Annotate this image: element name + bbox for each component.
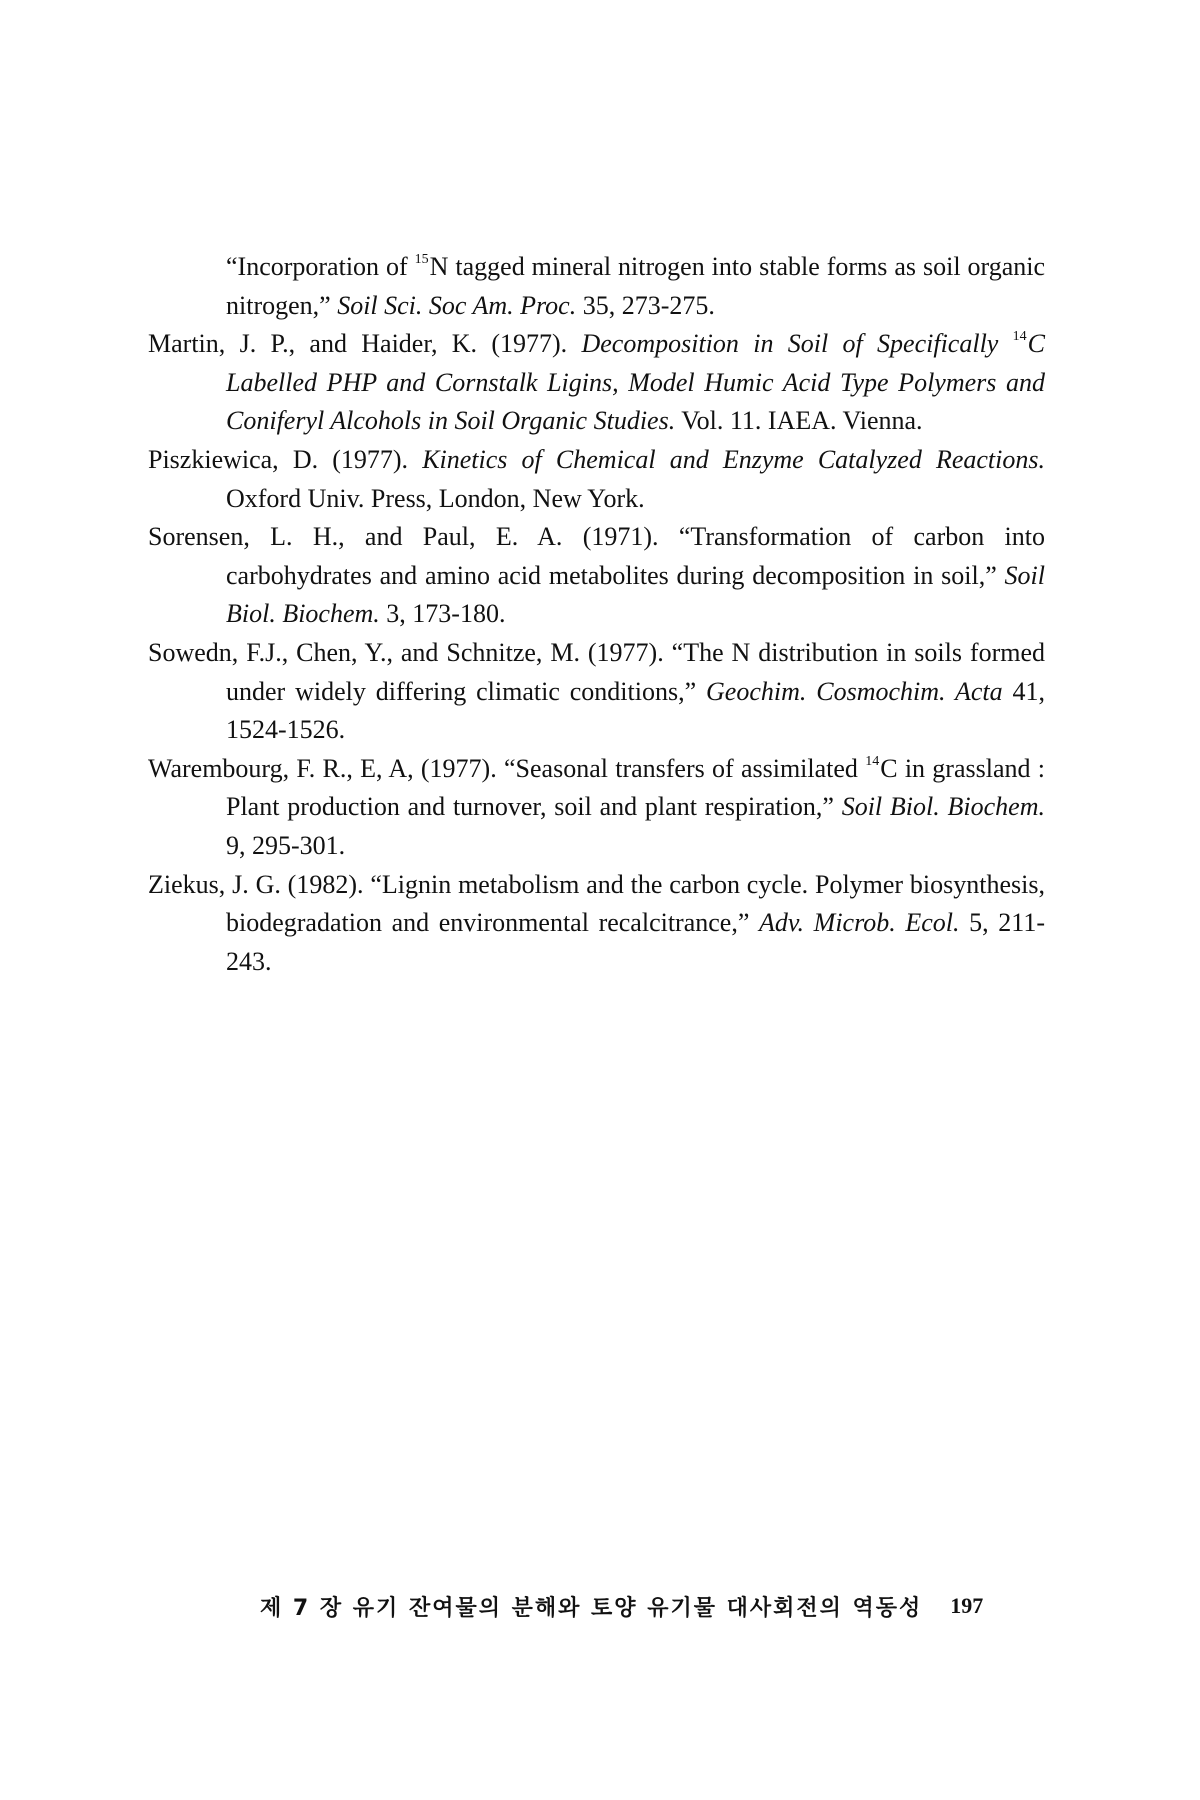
reference-title: “Lignin metabolism and the carbon cycle. Polymer biosynthesis, biodegradation and environmental recalcitrance,” bbox=[226, 869, 1045, 938]
reference-publisher: Oxford Univ. Press, London, New York. bbox=[226, 483, 645, 513]
reference-item bbox=[148, 325, 1045, 441]
reference-volume-pages: 41, 1524-1526. bbox=[226, 676, 1045, 745]
journal-name: Adv. Microb. Ecol. bbox=[759, 908, 960, 938]
reference-authors: Warembourg, F. R., E, A, (1977). bbox=[148, 753, 504, 783]
page-number: 197 bbox=[950, 1593, 984, 1618]
reference-title: Decomposition in Soil of Specifically bbox=[581, 329, 1013, 359]
reference-title: “Seasonal transfers of assimilated bbox=[504, 753, 866, 783]
reference-title: “The N distribution in soils formed under widely differing climatic conditions,” bbox=[226, 637, 1045, 706]
reference-title: C Labelled PHP and Cornstalk Ligins, Model Humic Acid Type Polymers and Coniferyl Alcohols in Soil Organic Studies. bbox=[226, 329, 1045, 436]
reference-list bbox=[148, 248, 1045, 981]
page-footer bbox=[260, 1586, 1020, 1626]
reference-authors: Sorensen, L. H., and Paul, E. A. (1971). bbox=[148, 522, 679, 552]
isotope-superscript: 14 bbox=[865, 753, 880, 769]
reference-authors: Ziekus, J. G. (1982). bbox=[148, 869, 371, 899]
reference-item bbox=[148, 634, 1045, 750]
isotope-superscript: 14 bbox=[1012, 329, 1027, 345]
reference-title: Kinetics of Chemical and Enzyme Catalyzed Reactions. bbox=[422, 444, 1045, 474]
chapter-title: 제 7 장 유기 잔여물의 분해와 토양 유기물 대사회전의 역동성 bbox=[260, 1595, 923, 1621]
reference-item bbox=[148, 518, 1045, 634]
reference-item bbox=[148, 441, 1045, 518]
reference-volume-pages: Vol. 11. IAEA. Vienna. bbox=[675, 406, 923, 436]
reference-text: N tagged mineral nitrogen into stable forms as soil organic nitrogen,” bbox=[226, 252, 1046, 320]
reference-authors: Piszkiewica, D. (1977). bbox=[148, 444, 423, 474]
reference-volume-pages: 9, 295-301. bbox=[226, 830, 346, 860]
reference-item bbox=[148, 248, 1045, 325]
reference-title: “Transformation of carbon into carbohydrates and amino acid metabolites during decomposition in soil,” bbox=[226, 522, 1045, 590]
reference-text: “Incorporation of bbox=[226, 252, 415, 281]
journal-name: Soil Biol. Biochem. bbox=[226, 560, 1045, 629]
reference-volume-pages: 35, 273-275. bbox=[576, 290, 715, 320]
reference-authors: Martin, J. P., and Haider, K. (1977). bbox=[148, 329, 582, 359]
reference-item bbox=[148, 866, 1045, 982]
journal-name: Geochim. Cosmochim. Acta bbox=[706, 676, 1003, 706]
isotope-superscript: 15 bbox=[414, 252, 429, 267]
journal-name: Soil Sci. Soc Am. Proc. bbox=[337, 290, 577, 320]
reference-authors: Sowedn, F.J., Chen, Y., and Schnitze, M. (1977). bbox=[148, 637, 672, 667]
reference-title: C in grassland : Plant production and turnover, soil and plant respiration,” bbox=[226, 753, 1046, 822]
journal-name: Soil Biol. Biochem. bbox=[841, 792, 1045, 822]
reference-item bbox=[148, 750, 1045, 866]
reference-volume-pages: 5, 211-243. bbox=[226, 908, 1045, 976]
reference-volume-pages: 3, 173-180. bbox=[379, 599, 506, 629]
